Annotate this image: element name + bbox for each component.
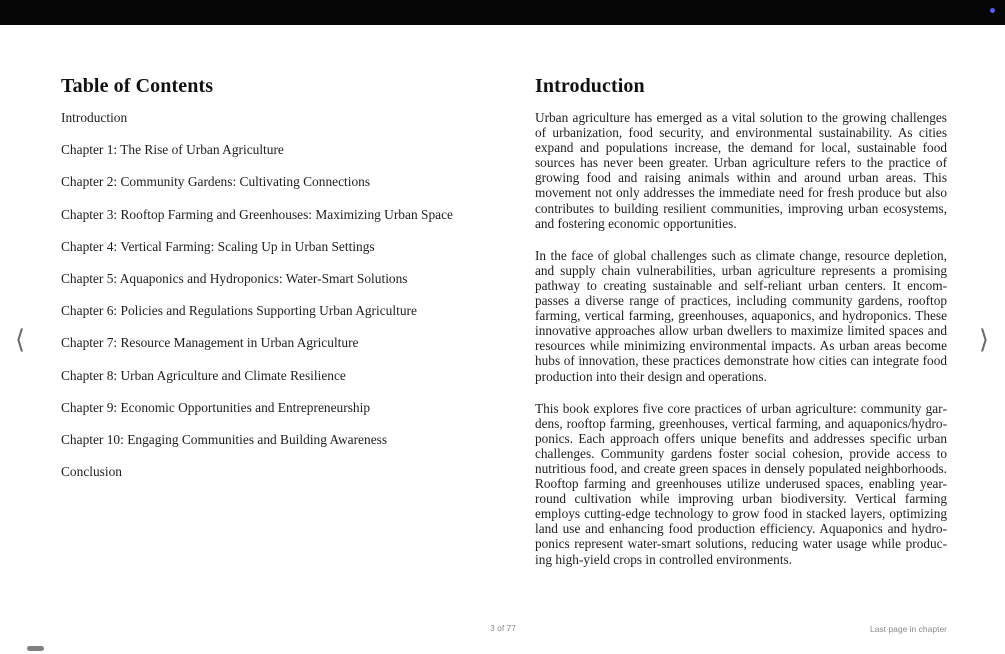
chapter-status-label: Last page in chapter: [869, 624, 947, 634]
chapter-paragraph: This book explores five core practices of urban agriculture: community gardens, rooftop farming, greenhouses, vertical farming, and aquaponics/hydroponics. Each approach offers unique benefits and addresses specific urban challenges. Community gardens foster social cohesion, provide access to nutritious food, and create green spaces in densely populated neighborhoods. Rooftop farming and greenhouses utilize underused spaces, enabling year-round cultivation while improving urban biodiversity. Vertical farming employs cutting-edge technology to grow food in stacked layers, optimizing land use and enhancing food production efficiency. Aquaponics and hydroponics represent water-smart solutions, reducing water usage while producing high-yield crops in controlled environments.: [535, 400, 947, 567]
status-dot-icon: [990, 8, 995, 13]
chapter-paragraph: In the face of global challenges such as climate change, resource depletion, and supply chain vulnerabilities, urban agriculture represents a promising pathway to creating sustainable and self-reliant urban centers. It encompasses a diverse range of practices, including community gardens, rooftop farming, vertical farming, greenhouses, aquaponics, and hydroponics. These innovative approaches allow urban dwellers to maximize limited spaces and resources while minimizing environmental impacts. As urban areas become hubs of innovation, these practices demonstrate how cities can integrate food production into their design and operations.: [535, 247, 947, 384]
toc-item-chapter-4[interactable]: Chapter 4: Vertical Farming: Scaling Up in Urban Settings: [61, 238, 375, 254]
toc-item-chapter-7[interactable]: Chapter 7: Resource Management in Urban Agriculture: [61, 335, 359, 351]
chapter-title: Introduction: [535, 75, 645, 97]
scroll-handle[interactable]: [27, 646, 44, 651]
toc-item-introduction[interactable]: Introduction: [61, 110, 128, 125]
toc-item-chapter-1[interactable]: Chapter 1: The Rise of Urban Agriculture: [61, 142, 284, 158]
toc-item-chapter-2[interactable]: Chapter 2: Community Gardens: Cultivating Connections: [61, 174, 371, 190]
toc-item-chapter-5[interactable]: Chapter 5: Aquaponics and Hydroponics: Water-Smart Solutions: [61, 270, 408, 286]
window-top-bar: [0, 0, 1005, 25]
chevron-right-icon: ⟩: [978, 325, 989, 355]
previous-page-button[interactable]: [15, 325, 25, 355]
toc-item-conclusion[interactable]: Conclusion: [61, 464, 123, 480]
toc-list: [61, 110, 481, 480]
toc-page: [61, 60, 481, 496]
chapter-paragraph: Urban agriculture has emerged as a vital solution to the growing challenges of urbanization, food security, and environmental sustainability. As cities expand and populations increase, the demand for local, sustainable food sources has never been greater. Urban agriculture refers to the practice of growing food and raising animals within and around urban areas. This movement not only addresses the immediate need for fresh produce but also contributes to building resilient communities, improving urban ecosystems, and fostering economic opportunities.: [535, 110, 947, 231]
toc-item-chapter-3[interactable]: Chapter 3: Rooftop Farming and Greenhouses: Maximizing Urban Space: [61, 206, 453, 222]
toc-item-chapter-8[interactable]: Chapter 8: Urban Agriculture and Climate Resilience: [61, 367, 346, 383]
next-page-button[interactable]: [979, 325, 989, 355]
toc-item-chapter-9[interactable]: Chapter 9: Economic Opportunities and Entrepreneurship: [61, 399, 371, 415]
chevron-left-icon: ⟨: [15, 325, 26, 355]
toc-item-chapter-6[interactable]: Chapter 6: Policies and Regulations Supporting Urban Agriculture: [61, 303, 417, 319]
toc-title: Table of Contents: [61, 75, 214, 97]
toc-item-chapter-10[interactable]: Chapter 10: Engaging Communities and Building Awareness: [61, 431, 388, 447]
chapter-page: [535, 60, 947, 584]
page-indicator: 3 of 77: [490, 623, 516, 633]
